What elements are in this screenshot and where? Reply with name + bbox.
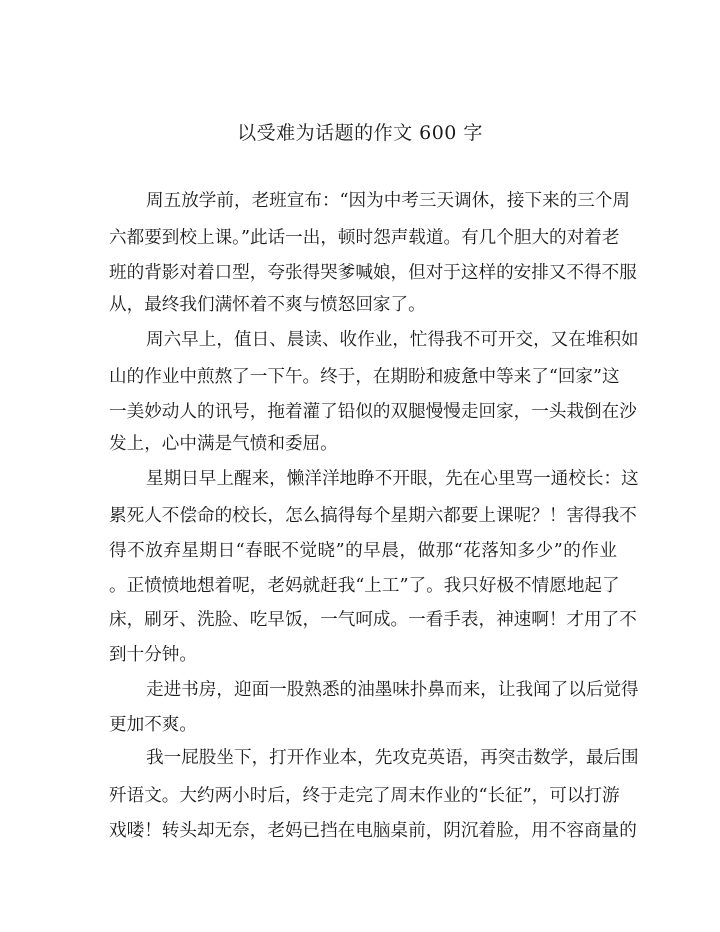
paragraph-line: 。正愤愤地想着呢，老妈就赶我“上工”了。我只好极不情愿地起了 xyxy=(109,576,620,596)
paragraph-line: 到十分钟。 xyxy=(109,645,197,665)
paragraph-line: 班的背影对着口型，夸张得哭爹喊娘，但对于这样的安排又不得不服 xyxy=(109,263,637,283)
paragraph-line: 床，刷牙、洗脸、吃早饭，一气呵成。一看手表，神速啊！才用了不 xyxy=(109,610,637,630)
paragraph-line: 更加不爽。 xyxy=(109,715,197,735)
paragraph-line: 周六早上，值日、晨读、收作业，忙得我不可开交，又在堆积如 xyxy=(146,330,639,350)
paragraph-line: 我一屁股坐下，打开作业本，先攻克英语，再突击数学，最后围 xyxy=(146,748,639,768)
paragraph-line: 戏喽！转头却无奈，老妈已挡在电脑桌前，阴沉着脸，用不容商量的 xyxy=(109,821,637,841)
paragraph-line: 得不放弃星期日“春眠不觉晓”的早晨，做那“花落知多少”的作业 xyxy=(109,541,617,561)
paragraph-line: 歼语文。大约两小时后，终于走完了周末作业的“长征”，可以打游 xyxy=(109,786,620,806)
paragraph-line: 山的作业中煎熬了一下午。终于，在期盼和疲惫中等来了“回家”这 xyxy=(109,367,620,387)
paragraph-line: 六都要到校上课。”此话一出，顿时怨声载道。有几个胆大的对着老 xyxy=(109,228,620,248)
document-title: 以受难为话题的作文 600 字 xyxy=(237,122,483,144)
paragraph-line: 累死人不偿命的校长，怎么搞得每个星期六都要上课呢？！害得我不 xyxy=(109,506,637,526)
paragraph-line: 从，最终我们满怀着不爽与愤怒回家了。 xyxy=(109,295,426,315)
paragraph-line: 走进书房，迎面一股熟悉的油墨味扑鼻而来，让我闻了以后觉得 xyxy=(146,680,639,700)
paragraph-line: 一美妙动人的讯号，拖着灌了铅似的双腿慢慢走回家，一头栽倒在沙 xyxy=(109,402,637,422)
paragraph-line: 周五放学前，老班宣布：“因为中考三天调休，接下来的三个周 xyxy=(146,191,631,211)
paragraph-line: 发上，心中满是气愤和委屈。 xyxy=(109,434,338,454)
paragraph-line: 星期日早上醒来，懒洋洋地睁不开眼，先在心里骂一通校长：这 xyxy=(146,469,639,489)
